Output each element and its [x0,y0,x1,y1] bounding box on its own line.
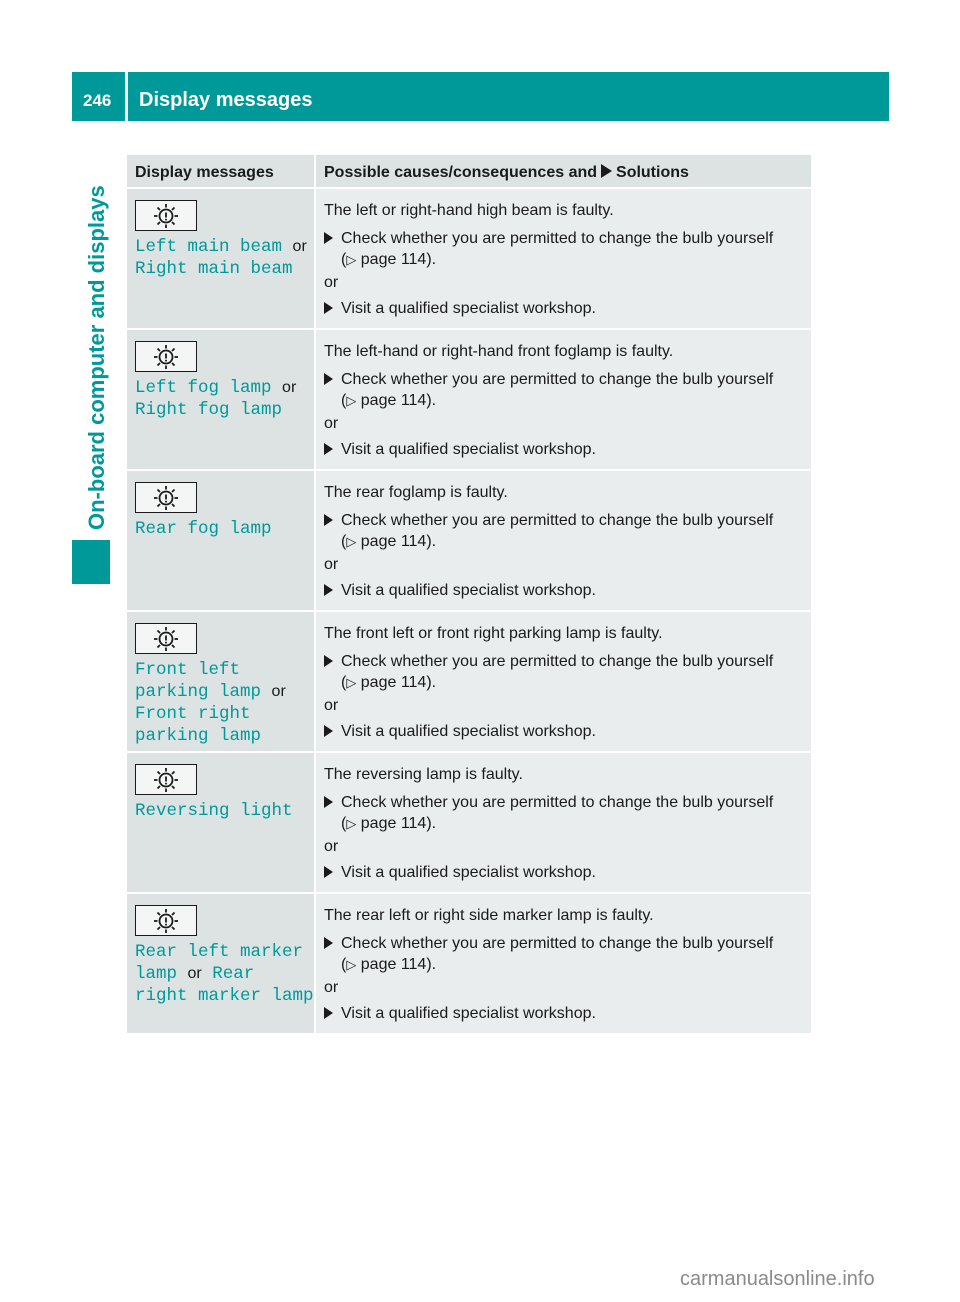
display-message-text [135,377,314,421]
message-b: Right main beam [135,259,293,279]
bulb-fault-icon [135,623,197,654]
solution-cell [314,189,811,328]
section-tab-marker [72,540,110,584]
solution-step [324,298,805,320]
bulb-fault-icon [135,764,197,795]
header-separator [125,72,128,121]
triangle-right-icon [324,510,341,552]
table-header [127,155,811,189]
step-text: Check whether you are permitted to change the bulb yourself (▷ page 114). [341,794,774,832]
table-row [127,612,811,753]
step-check-text: Check whether you are permitted to change the bulb yourself [341,512,774,529]
step-visit-text: Visit a qualified specialist workshop. [341,300,596,317]
message-cell [127,612,314,751]
triangle-right-icon [324,651,341,693]
cause-description: The front left or front right parking lamp is faulty. [324,625,663,642]
or-separator: or [324,979,339,996]
message-a: Rear left marker lamp [135,942,304,984]
page-title: Display messages [139,89,313,111]
column-header-causes-label: Possible causes/consequences and [324,164,598,181]
triangle-right-icon [324,369,341,411]
step-visit-text: Visit a qualified specialist workshop. [341,441,596,458]
step-visit-text: Visit a qualified specialist workshop. [341,864,596,881]
triangle-right-icon [324,862,341,884]
message-b: Front right parking lamp [135,704,262,746]
bulb-fault-icon [135,905,197,936]
or-separator: or [324,556,339,573]
column-header-solutions [314,155,811,187]
step-check-text: Check whether you are permitted to change the bulb yourself [341,794,774,811]
message-cell [127,189,314,328]
table-row [127,753,811,894]
triangle-right-icon [324,228,341,270]
or-separator: or [324,415,339,432]
triangle-right-icon [324,933,341,975]
solution-cell [314,753,811,892]
step-text: Check whether you are permitted to change the bulb yourself (▷ page 114). [341,512,774,550]
step-check-text: Check whether you are permitted to change the bulb yourself [341,653,774,670]
step-check-text: Check whether you are permitted to change the bulb yourself [341,371,774,388]
page-ref-icon: ▷ [346,252,357,267]
display-message-text [135,800,314,822]
bulb-fault-icon [135,200,197,231]
cause-description: The left-hand or right-hand front foglamp is faulty. [324,343,674,360]
column-header-solutions-label: Solutions [616,164,689,181]
message-b: Right fog lamp [135,400,283,420]
page-reference: page 114). [360,533,437,550]
triangle-right-icon [324,298,341,320]
message-cell [127,894,314,1033]
cause-description: The rear left or right side marker lamp is faulty. [324,907,654,924]
step-check-text: Check whether you are permitted to change the bulb yourself [341,935,774,952]
page-reference: page 114). [360,674,437,691]
display-messages-table [127,155,811,1035]
cause-description: The reversing lamp is faulty. [324,766,523,783]
bulb-fault-icon [135,341,197,372]
display-message-text [135,518,314,540]
message-a: Rear fog lamp [135,519,272,539]
message-join: or [187,965,202,982]
table-row [127,330,811,471]
step-visit-text: Visit a qualified specialist workshop. [341,723,596,740]
message-cell [127,471,314,610]
triangle-right-icon [324,721,341,743]
page-ref-icon: ▷ [346,675,357,690]
column-header-messages: Display messages [135,164,274,181]
message-a: Left main beam [135,237,283,257]
solution-step [324,933,805,975]
triangle-right-icon [601,164,612,178]
solution-cell [314,612,811,751]
triangle-right-icon [324,1003,341,1025]
page-ref-icon: ▷ [346,393,357,408]
solution-cell [314,330,811,469]
display-message-text [135,659,314,747]
or-separator: or [324,697,339,714]
step-text: Check whether you are permitted to change the bulb yourself (▷ page 114). [341,230,774,268]
page-reference: page 114). [360,815,437,832]
message-cell [127,753,314,892]
section-tab-label: On-board computer and displays [84,185,109,530]
message-cell [127,330,314,469]
table-row [127,189,811,330]
page-ref-icon: ▷ [346,816,357,831]
solution-step [324,721,805,743]
triangle-right-icon [324,580,341,602]
page-ref-icon: ▷ [346,957,357,972]
table-row [127,894,811,1035]
step-visit-text: Visit a qualified specialist workshop. [341,582,596,599]
message-join: or [282,379,297,396]
solution-step [324,510,805,552]
triangle-right-icon [324,439,341,461]
page-reference: page 114). [360,251,437,268]
step-text: Check whether you are permitted to change the bulb yourself (▷ page 114). [341,653,774,691]
step-check-text: Check whether you are permitted to change the bulb yourself [341,230,774,247]
message-a: Front left parking lamp [135,660,262,702]
step-text: Check whether you are permitted to change the bulb yourself (▷ page 114). [341,371,774,409]
solution-cell [314,894,811,1033]
solution-cell [314,471,811,610]
cause-description: The rear foglamp is faulty. [324,484,508,501]
solution-step [324,1003,805,1025]
solution-step [324,862,805,884]
message-a: Left fog lamp [135,378,272,398]
solution-step [324,439,805,461]
display-message-text [135,236,314,280]
step-text: Check whether you are permitted to change the bulb yourself (▷ page 114). [341,935,774,973]
page-reference: page 114). [360,392,437,409]
cause-description: The left or right-hand high beam is faulty. [324,202,614,219]
solution-step [324,228,805,270]
message-b: Rear right marker lamp [135,964,314,1006]
or-separator: or [324,274,339,291]
page-number: 246 [83,91,112,110]
message-join: or [292,238,307,255]
solution-step [324,369,805,411]
page-ref-icon: ▷ [346,534,357,549]
message-join: or [271,683,286,700]
triangle-right-icon [324,792,341,834]
watermark: carmanualsonline.info [680,1268,875,1290]
page-reference: page 114). [360,956,437,973]
table-row [127,471,811,612]
display-message-text [135,941,314,1007]
bulb-fault-icon [135,482,197,513]
solution-step [324,651,805,693]
or-separator: or [324,838,339,855]
solution-step [324,792,805,834]
message-a: Reversing light [135,801,293,821]
solution-step [324,580,805,602]
step-visit-text: Visit a qualified specialist workshop. [341,1005,596,1022]
